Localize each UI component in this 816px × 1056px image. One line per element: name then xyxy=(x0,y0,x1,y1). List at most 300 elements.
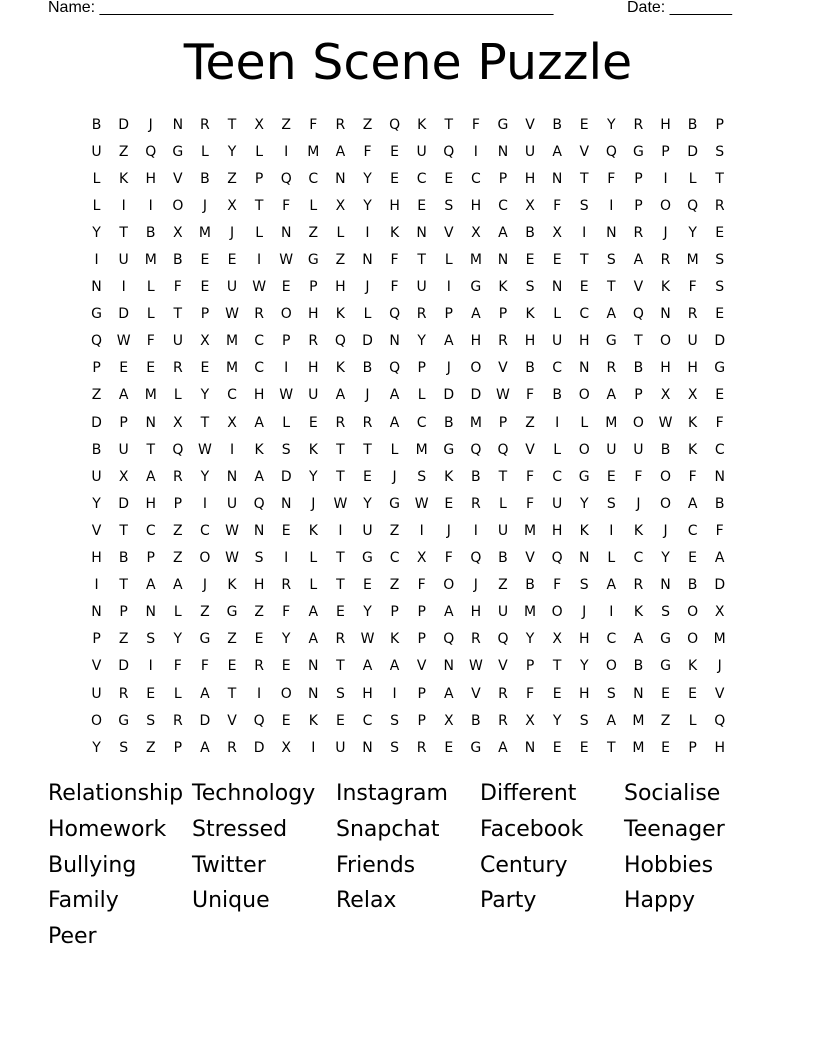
grid-letter: J xyxy=(202,577,207,594)
grid-letter: G xyxy=(389,495,400,512)
grid-letter: V xyxy=(525,441,535,458)
grid-letter: O xyxy=(91,712,103,729)
grid-letter: N xyxy=(389,333,400,350)
grid-letter: W xyxy=(360,631,375,648)
grid-letter: E xyxy=(579,739,589,756)
grid-letter: H xyxy=(389,197,400,214)
grid-letter: I xyxy=(229,441,235,458)
grid-letter: X xyxy=(525,197,535,214)
grid-letter: U xyxy=(226,495,238,512)
grid-letter: E xyxy=(335,604,345,621)
grid-letter: L xyxy=(688,712,697,729)
grid-letter: A xyxy=(389,387,400,404)
word-list-item: Century xyxy=(480,852,568,878)
date-field: Date: _______ xyxy=(627,0,732,16)
grid-letter: O xyxy=(687,631,699,648)
grid-letter: E xyxy=(715,306,725,323)
grid-letter: R xyxy=(335,631,346,648)
grid-letter: O xyxy=(280,306,292,323)
grid-letter: R xyxy=(254,658,264,675)
grid-letter: G xyxy=(497,116,509,133)
grid-letter: P xyxy=(92,360,101,377)
grid-letter: L xyxy=(417,387,426,404)
grid-letter: I xyxy=(392,685,397,702)
grid-letter: M xyxy=(469,252,482,269)
grid-letter: P xyxy=(173,739,183,756)
grid-letter: L xyxy=(92,197,101,214)
grid-letter: L xyxy=(309,550,318,567)
grid-letter: E xyxy=(335,712,345,729)
grid-letter: D xyxy=(118,658,130,675)
grid-letter: E xyxy=(308,414,318,431)
grid-letter: H xyxy=(253,577,265,594)
grid-letter: O xyxy=(578,387,590,404)
grid-letter: R xyxy=(416,739,427,756)
grid-letter: E xyxy=(281,712,291,729)
grid-letter: Q xyxy=(443,143,455,160)
grid-letter: U xyxy=(362,522,373,539)
grid-letter: Q xyxy=(470,550,482,567)
grid-letter: I xyxy=(257,685,262,702)
grid-letter: S xyxy=(390,712,400,729)
grid-letter: E xyxy=(688,685,698,702)
grid-letter: A xyxy=(687,495,698,512)
grid-letter: Z xyxy=(173,550,183,567)
grid-letter: F xyxy=(444,550,453,567)
grid-letter: S xyxy=(715,252,725,269)
grid-letter: I xyxy=(311,739,316,756)
grid-letter: G xyxy=(307,252,319,269)
grid-letter: T xyxy=(200,414,210,431)
grid-letter: L xyxy=(553,441,562,458)
word-list-item: Happy xyxy=(624,888,695,914)
grid-letter: A xyxy=(335,143,346,160)
grid-letter: U xyxy=(524,143,536,160)
grid-letter: I xyxy=(473,522,478,539)
grid-letter: P xyxy=(498,170,508,187)
grid-letter: S xyxy=(119,739,129,756)
grid-letter: E xyxy=(417,197,427,214)
grid-letter: B xyxy=(525,224,535,241)
grid-letter: K xyxy=(688,441,698,458)
grid-letter: B xyxy=(687,116,698,133)
grid-letter: P xyxy=(390,604,399,621)
grid-letter: E xyxy=(444,495,454,512)
grid-letter: Q xyxy=(443,631,455,648)
grid-letter: B xyxy=(362,360,373,377)
grid-letter: Z xyxy=(362,116,373,133)
grid-letter: U xyxy=(172,333,183,350)
grid-letter: Y xyxy=(200,468,210,485)
grid-letter: G xyxy=(362,550,373,567)
grid-letter: R xyxy=(633,116,644,133)
grid-letter: G xyxy=(118,712,130,729)
grid-letter: A xyxy=(308,631,319,648)
grid-letter: V xyxy=(471,685,481,702)
grid-letter: X xyxy=(173,414,183,431)
grid-letter: D xyxy=(91,414,102,431)
grid-letter: H xyxy=(308,306,319,323)
grid-letter: Q xyxy=(389,360,401,377)
grid-letter: F xyxy=(471,116,480,133)
grid-letter: G xyxy=(578,468,590,485)
grid-letter: S xyxy=(715,279,725,296)
grid-letter: U xyxy=(416,279,427,296)
grid-letter: E xyxy=(444,170,454,187)
grid-letter: F xyxy=(526,685,535,702)
grid-letter: Z xyxy=(145,739,156,756)
grid-letter: X xyxy=(227,197,237,214)
grid-letter: W xyxy=(658,414,673,431)
grid-letter: V xyxy=(525,116,535,133)
grid-letter: W xyxy=(225,550,239,567)
grid-letter: N xyxy=(416,224,427,241)
grid-letter: H xyxy=(578,631,590,648)
grid-letter: D xyxy=(118,116,130,133)
grid-letter: T xyxy=(119,577,128,594)
grid-letter: N xyxy=(280,224,292,241)
grid-letter: M xyxy=(415,441,428,458)
grid-letter: P xyxy=(200,306,210,323)
grid-letter: H xyxy=(551,522,563,539)
grid-letter: F xyxy=(607,170,616,187)
grid-letter: Q xyxy=(714,712,726,729)
grid-letter: T xyxy=(579,170,589,187)
grid-letter: K xyxy=(308,522,318,539)
grid-letter: E xyxy=(715,224,725,241)
grid-letter: D xyxy=(118,495,130,512)
grid-letter: I xyxy=(555,414,560,431)
grid-letter: W xyxy=(333,495,348,512)
grid-letter: U xyxy=(633,441,644,458)
grid-letter: C xyxy=(145,522,156,539)
grid-letter: A xyxy=(254,468,264,485)
grid-letter: N xyxy=(551,279,563,296)
grid-letter: W xyxy=(496,387,510,404)
grid-letter: N xyxy=(145,414,156,431)
word-list-item: Hobbies xyxy=(624,852,714,878)
grid-letter: J xyxy=(365,279,370,296)
grid-letter: H xyxy=(145,170,156,187)
grid-letter: X xyxy=(552,631,562,648)
grid-letter: L xyxy=(688,170,697,187)
grid-letter: I xyxy=(582,224,587,241)
grid-letter: I xyxy=(473,143,478,160)
grid-letter: V xyxy=(227,712,237,729)
grid-letter: D xyxy=(443,387,455,404)
grid-letter: Y xyxy=(173,631,183,648)
grid-letter: P xyxy=(661,143,670,160)
grid-letter: C xyxy=(498,197,508,214)
grid-letter: Z xyxy=(227,170,237,187)
grid-letter: A xyxy=(254,414,264,431)
grid-letter: G xyxy=(470,279,482,296)
grid-letter: S xyxy=(525,279,535,296)
grid-letter: D xyxy=(118,306,130,323)
grid-letter: Q xyxy=(253,495,265,512)
grid-letter: V xyxy=(498,658,508,675)
grid-letter: L xyxy=(173,387,182,404)
grid-letter: M xyxy=(225,360,239,377)
grid-letter: M xyxy=(632,739,645,756)
grid-letter: T xyxy=(227,116,237,133)
grid-letter: R xyxy=(606,360,617,377)
grid-letter: F xyxy=(200,658,209,675)
grid-letter: B xyxy=(200,170,210,187)
grid-letter: X xyxy=(281,739,291,756)
grid-letter: Z xyxy=(389,577,400,594)
grid-letter: U xyxy=(552,333,563,350)
grid-letter: R xyxy=(308,333,319,350)
grid-letter: T xyxy=(715,170,724,187)
word-list-item: Stressed xyxy=(192,816,288,842)
grid-letter: M xyxy=(524,604,537,621)
grid-letter: S xyxy=(146,631,156,648)
grid-letter: L xyxy=(146,279,155,296)
grid-letter: S xyxy=(281,441,291,458)
grid-letter: X xyxy=(416,550,427,567)
grid-letter: U xyxy=(308,387,319,404)
grid-letter: T xyxy=(634,333,643,350)
grid-letter: N xyxy=(145,604,156,621)
grid-letter: O xyxy=(443,577,455,594)
grid-letter: N xyxy=(714,468,725,485)
grid-letter: A xyxy=(633,631,644,648)
grid-letter: A xyxy=(443,685,454,702)
grid-letter: A xyxy=(389,658,400,675)
grid-letter: T xyxy=(607,739,616,756)
grid-letter: O xyxy=(660,468,672,485)
grid-letter: V xyxy=(91,658,102,675)
grid-letter: M xyxy=(469,414,482,431)
grid-letter: D xyxy=(280,468,292,485)
grid-letter: L xyxy=(173,604,182,621)
grid-letter: T xyxy=(336,468,345,485)
grid-letter: T xyxy=(146,441,156,458)
grid-letter: P xyxy=(498,414,508,431)
grid-letter: E xyxy=(227,658,237,675)
word-list-item: Peer xyxy=(48,924,97,950)
grid-letter: A xyxy=(443,333,454,350)
grid-letter: E xyxy=(390,143,399,160)
grid-letter: V xyxy=(443,224,454,241)
grid-letter: P xyxy=(634,197,643,214)
grid-letter: J xyxy=(148,116,153,133)
grid-letter: P xyxy=(417,631,426,648)
grid-letter: L xyxy=(363,306,372,323)
grid-letter: X xyxy=(227,414,237,431)
grid-letter: F xyxy=(688,468,697,485)
grid-letter: S xyxy=(606,252,616,269)
grid-letter: Z xyxy=(200,604,210,621)
grid-letter: R xyxy=(714,197,725,214)
grid-letter: K xyxy=(633,604,644,621)
grid-letter: Y xyxy=(579,495,589,512)
grid-letter: E xyxy=(661,739,670,756)
grid-letter: T xyxy=(336,550,345,567)
grid-letter: W xyxy=(225,522,239,539)
word-list-item: Homework xyxy=(48,816,167,842)
grid-letter: S xyxy=(390,739,400,756)
grid-letter: J xyxy=(473,577,478,594)
grid-letter: T xyxy=(607,279,616,296)
grid-letter: U xyxy=(552,495,563,512)
grid-letter: O xyxy=(280,685,292,702)
grid-letter: K xyxy=(119,170,129,187)
grid-letter: X xyxy=(200,333,210,350)
grid-letter: H xyxy=(253,387,265,404)
grid-letter: R xyxy=(281,577,292,594)
grid-letter: P xyxy=(119,604,128,621)
grid-letter: Z xyxy=(660,712,671,729)
grid-letter: T xyxy=(227,685,237,702)
grid-letter: L xyxy=(309,577,318,594)
grid-letter: Y xyxy=(92,224,101,241)
grid-letter: S xyxy=(444,197,454,214)
grid-letter: C xyxy=(552,468,563,485)
grid-letter: Z xyxy=(389,522,400,539)
grid-letter: Y xyxy=(92,495,101,512)
grid-letter: V xyxy=(416,658,427,675)
grid-letter: O xyxy=(605,658,617,675)
grid-letter: A xyxy=(552,143,562,160)
grid-letter: V xyxy=(173,170,183,187)
grid-letter: Z xyxy=(308,224,319,241)
grid-letter: H xyxy=(687,360,698,377)
grid-letter: S xyxy=(661,604,670,621)
grid-letter: U xyxy=(497,522,509,539)
grid-letter: J xyxy=(446,360,451,377)
grid-letter: R xyxy=(118,685,129,702)
grid-letter: F xyxy=(417,577,426,594)
grid-letter: A xyxy=(308,604,319,621)
grid-letter: H xyxy=(714,739,725,756)
grid-letter: D xyxy=(362,333,373,350)
grid-letter: E xyxy=(146,360,156,377)
grid-letter: T xyxy=(552,658,562,675)
grid-letter: Q xyxy=(389,306,401,323)
grid-letter: B xyxy=(145,224,156,241)
grid-letter: R xyxy=(335,414,346,431)
grid-letter: X xyxy=(660,387,671,404)
grid-letter: M xyxy=(605,414,618,431)
grid-letter: B xyxy=(714,495,725,512)
grid-letter: W xyxy=(279,387,294,404)
grid-letter: M xyxy=(686,252,699,269)
grid-letter: C xyxy=(687,522,698,539)
grid-letter: G xyxy=(605,333,617,350)
grid-letter: X xyxy=(687,387,698,404)
grid-letter: D xyxy=(199,712,211,729)
grid-letter: K xyxy=(688,414,698,431)
grid-letter: U xyxy=(606,441,617,458)
grid-letter: E xyxy=(525,252,535,269)
grid-letter: T xyxy=(173,306,183,323)
grid-letter: A xyxy=(118,387,129,404)
grid-letter: C xyxy=(389,550,400,567)
grid-letter: R xyxy=(633,577,644,594)
grid-letter: J xyxy=(717,658,722,675)
grid-letter: T xyxy=(579,252,589,269)
grid-letter: I xyxy=(148,658,153,675)
grid-letter: Y xyxy=(363,197,372,214)
grid-letter: R xyxy=(498,712,508,729)
grid-letter: K xyxy=(444,468,454,485)
grid-letter: K xyxy=(227,577,237,594)
grid-letter: I xyxy=(121,279,126,296)
grid-letter: M xyxy=(632,712,645,729)
grid-letter: C xyxy=(579,306,590,323)
grid-letter: G xyxy=(199,631,211,648)
grid-letter: J xyxy=(663,224,668,241)
grid-letter: N xyxy=(633,685,644,702)
grid-letter: L xyxy=(390,441,399,458)
grid-letter: F xyxy=(173,279,182,296)
grid-letter: C xyxy=(227,387,237,404)
grid-letter: R xyxy=(362,414,373,431)
grid-letter: F xyxy=(282,604,291,621)
grid-letter: W xyxy=(116,333,131,350)
word-list-item: Snapchat xyxy=(336,816,440,842)
grid-letter: N xyxy=(172,116,184,133)
grid-letter: P xyxy=(309,279,318,296)
grid-letter: C xyxy=(362,712,373,729)
grid-letter: P xyxy=(498,306,508,323)
grid-letter: K xyxy=(498,279,508,296)
grid-letter: Y xyxy=(607,116,616,133)
grid-letter: P xyxy=(417,360,426,377)
grid-letter: P xyxy=(281,333,291,350)
grid-letter: Y xyxy=(552,712,562,729)
grid-letter: Q xyxy=(172,441,184,458)
grid-letter: I xyxy=(663,170,668,187)
grid-letter: R xyxy=(416,306,427,323)
grid-letter: V xyxy=(714,685,725,702)
grid-letter: E xyxy=(281,279,291,296)
grid-letter: R xyxy=(687,306,698,323)
grid-letter: B xyxy=(118,550,129,567)
grid-letter: I xyxy=(609,197,614,214)
grid-letter: U xyxy=(497,604,509,621)
grid-letter: A xyxy=(389,414,400,431)
grid-letter: Q xyxy=(280,170,292,187)
grid-letter: X xyxy=(443,712,454,729)
grid-letter: Q xyxy=(497,441,509,458)
grid-letter: H xyxy=(145,495,156,512)
grid-letter: A xyxy=(633,252,644,269)
grid-letter: L xyxy=(309,197,318,214)
grid-letter: K xyxy=(525,306,535,323)
grid-letter: I xyxy=(609,604,614,621)
name-field: Name: ___________________________________________________ xyxy=(48,0,554,16)
grid-letter: U xyxy=(91,143,102,160)
grid-letter: X xyxy=(335,197,346,214)
grid-letter: S xyxy=(606,685,616,702)
grid-letter: O xyxy=(172,197,184,214)
puzzle-title: Teen Scene Puzzle xyxy=(183,34,633,91)
grid-letter: J xyxy=(663,522,668,539)
grid-letter: R xyxy=(498,685,508,702)
grid-letter: H xyxy=(524,333,536,350)
grid-letter: U xyxy=(91,685,102,702)
grid-letter: F xyxy=(363,143,372,160)
grid-letter: Y xyxy=(417,333,426,350)
grid-letter: O xyxy=(199,550,211,567)
grid-letter: G xyxy=(470,739,482,756)
grid-letter: F xyxy=(173,658,182,675)
word-list-item: Relax xyxy=(336,888,397,914)
grid-letter: I xyxy=(94,252,99,269)
